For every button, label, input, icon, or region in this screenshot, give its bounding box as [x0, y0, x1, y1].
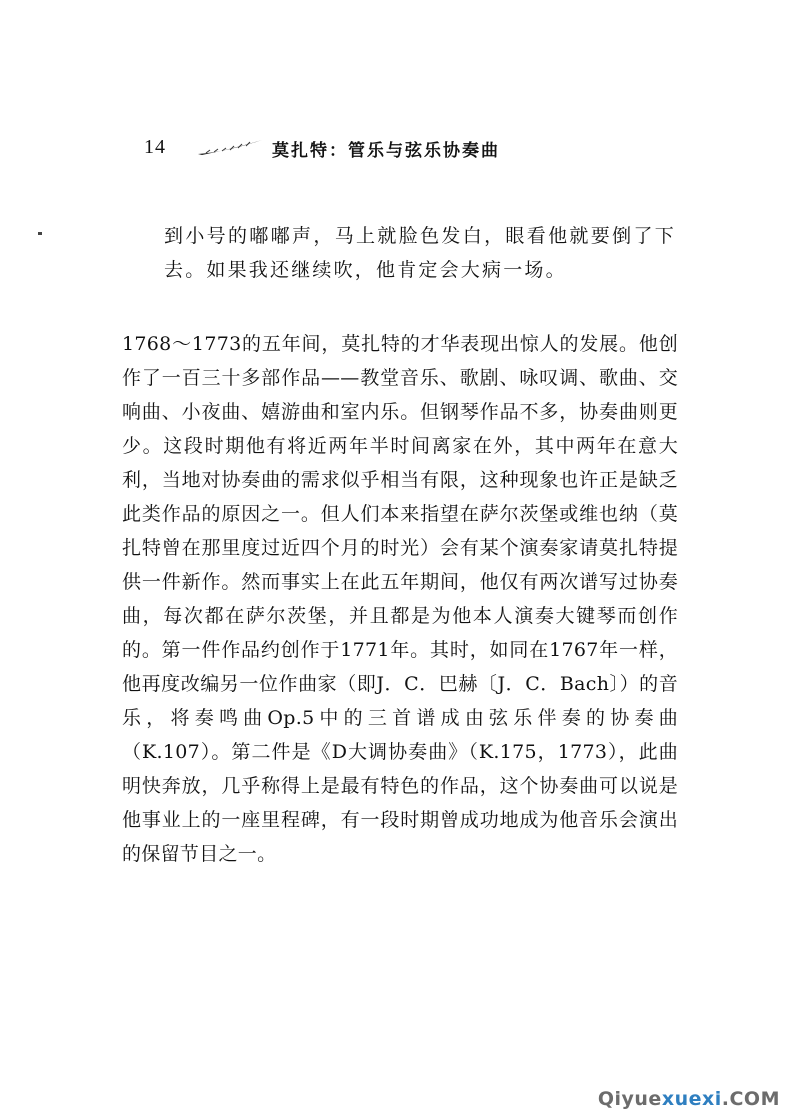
- watermark-prefix: Qiyue: [597, 1088, 662, 1110]
- page-header: [144, 136, 564, 166]
- watermark-accent: xuexi: [661, 1088, 722, 1110]
- margin-mark: [38, 232, 42, 235]
- body-paragraph: 1768～1773的五年间，莫扎特的才华表现出惊人的发展。他创作了一百三十多部作品——教堂音乐、歌剧、咏叹调、歌曲、交响曲、小夜曲、嬉游曲和室内乐。但钢琴作品不多，协奏曲则更少。这段时期他有将近两年半时间离家在外，其中两年在意大利，当地对协奏曲的需求似乎相当有限，这种现象也许正是缺乏此类作品的原因之一。但人们本来指望在萨尔茨堡或维也纳（莫扎特曾在那里度过近四个月的时光）会有某个演奏家请莫扎特提供一件新作。然而事实上在此五年期间，他仅有两次谱写过协奏曲，每次都在萨尔茨堡，并且都是为他本人演奏大键琴而创作的。第一件作品约创作于1771年。其时，如同在1767年一样，他再度改编另一位作曲家（即J．C．巴赫〔J．C．Bach〕）的音乐，将奏鸣曲Op.5中的三首谱成由弦乐伴奏的协奏曲（K.107）。第二件是《D大调协奏曲》（K.175，1773），此曲明快奔放，几乎称得上是最有特色的作品，这个协奏曲可以说是他事业上的一座里程碑，有一段时期曾成功地成为他音乐会演出的保留节目之一。: [122, 333, 678, 865]
- feather-ornament-icon: [196, 138, 264, 156]
- watermark-suffix: .COM: [721, 1088, 780, 1110]
- quote-paragraph: 到小号的嘟嘟声，马上就脸色发白，眼看他就要倒了下去。如果我还继续吹，他肯定会大病一场。: [164, 225, 676, 281]
- site-watermark: [598, 1088, 780, 1110]
- book-title: 莫扎特：管乐与弦乐协奏曲: [272, 141, 500, 161]
- page-number: 14: [144, 136, 166, 158]
